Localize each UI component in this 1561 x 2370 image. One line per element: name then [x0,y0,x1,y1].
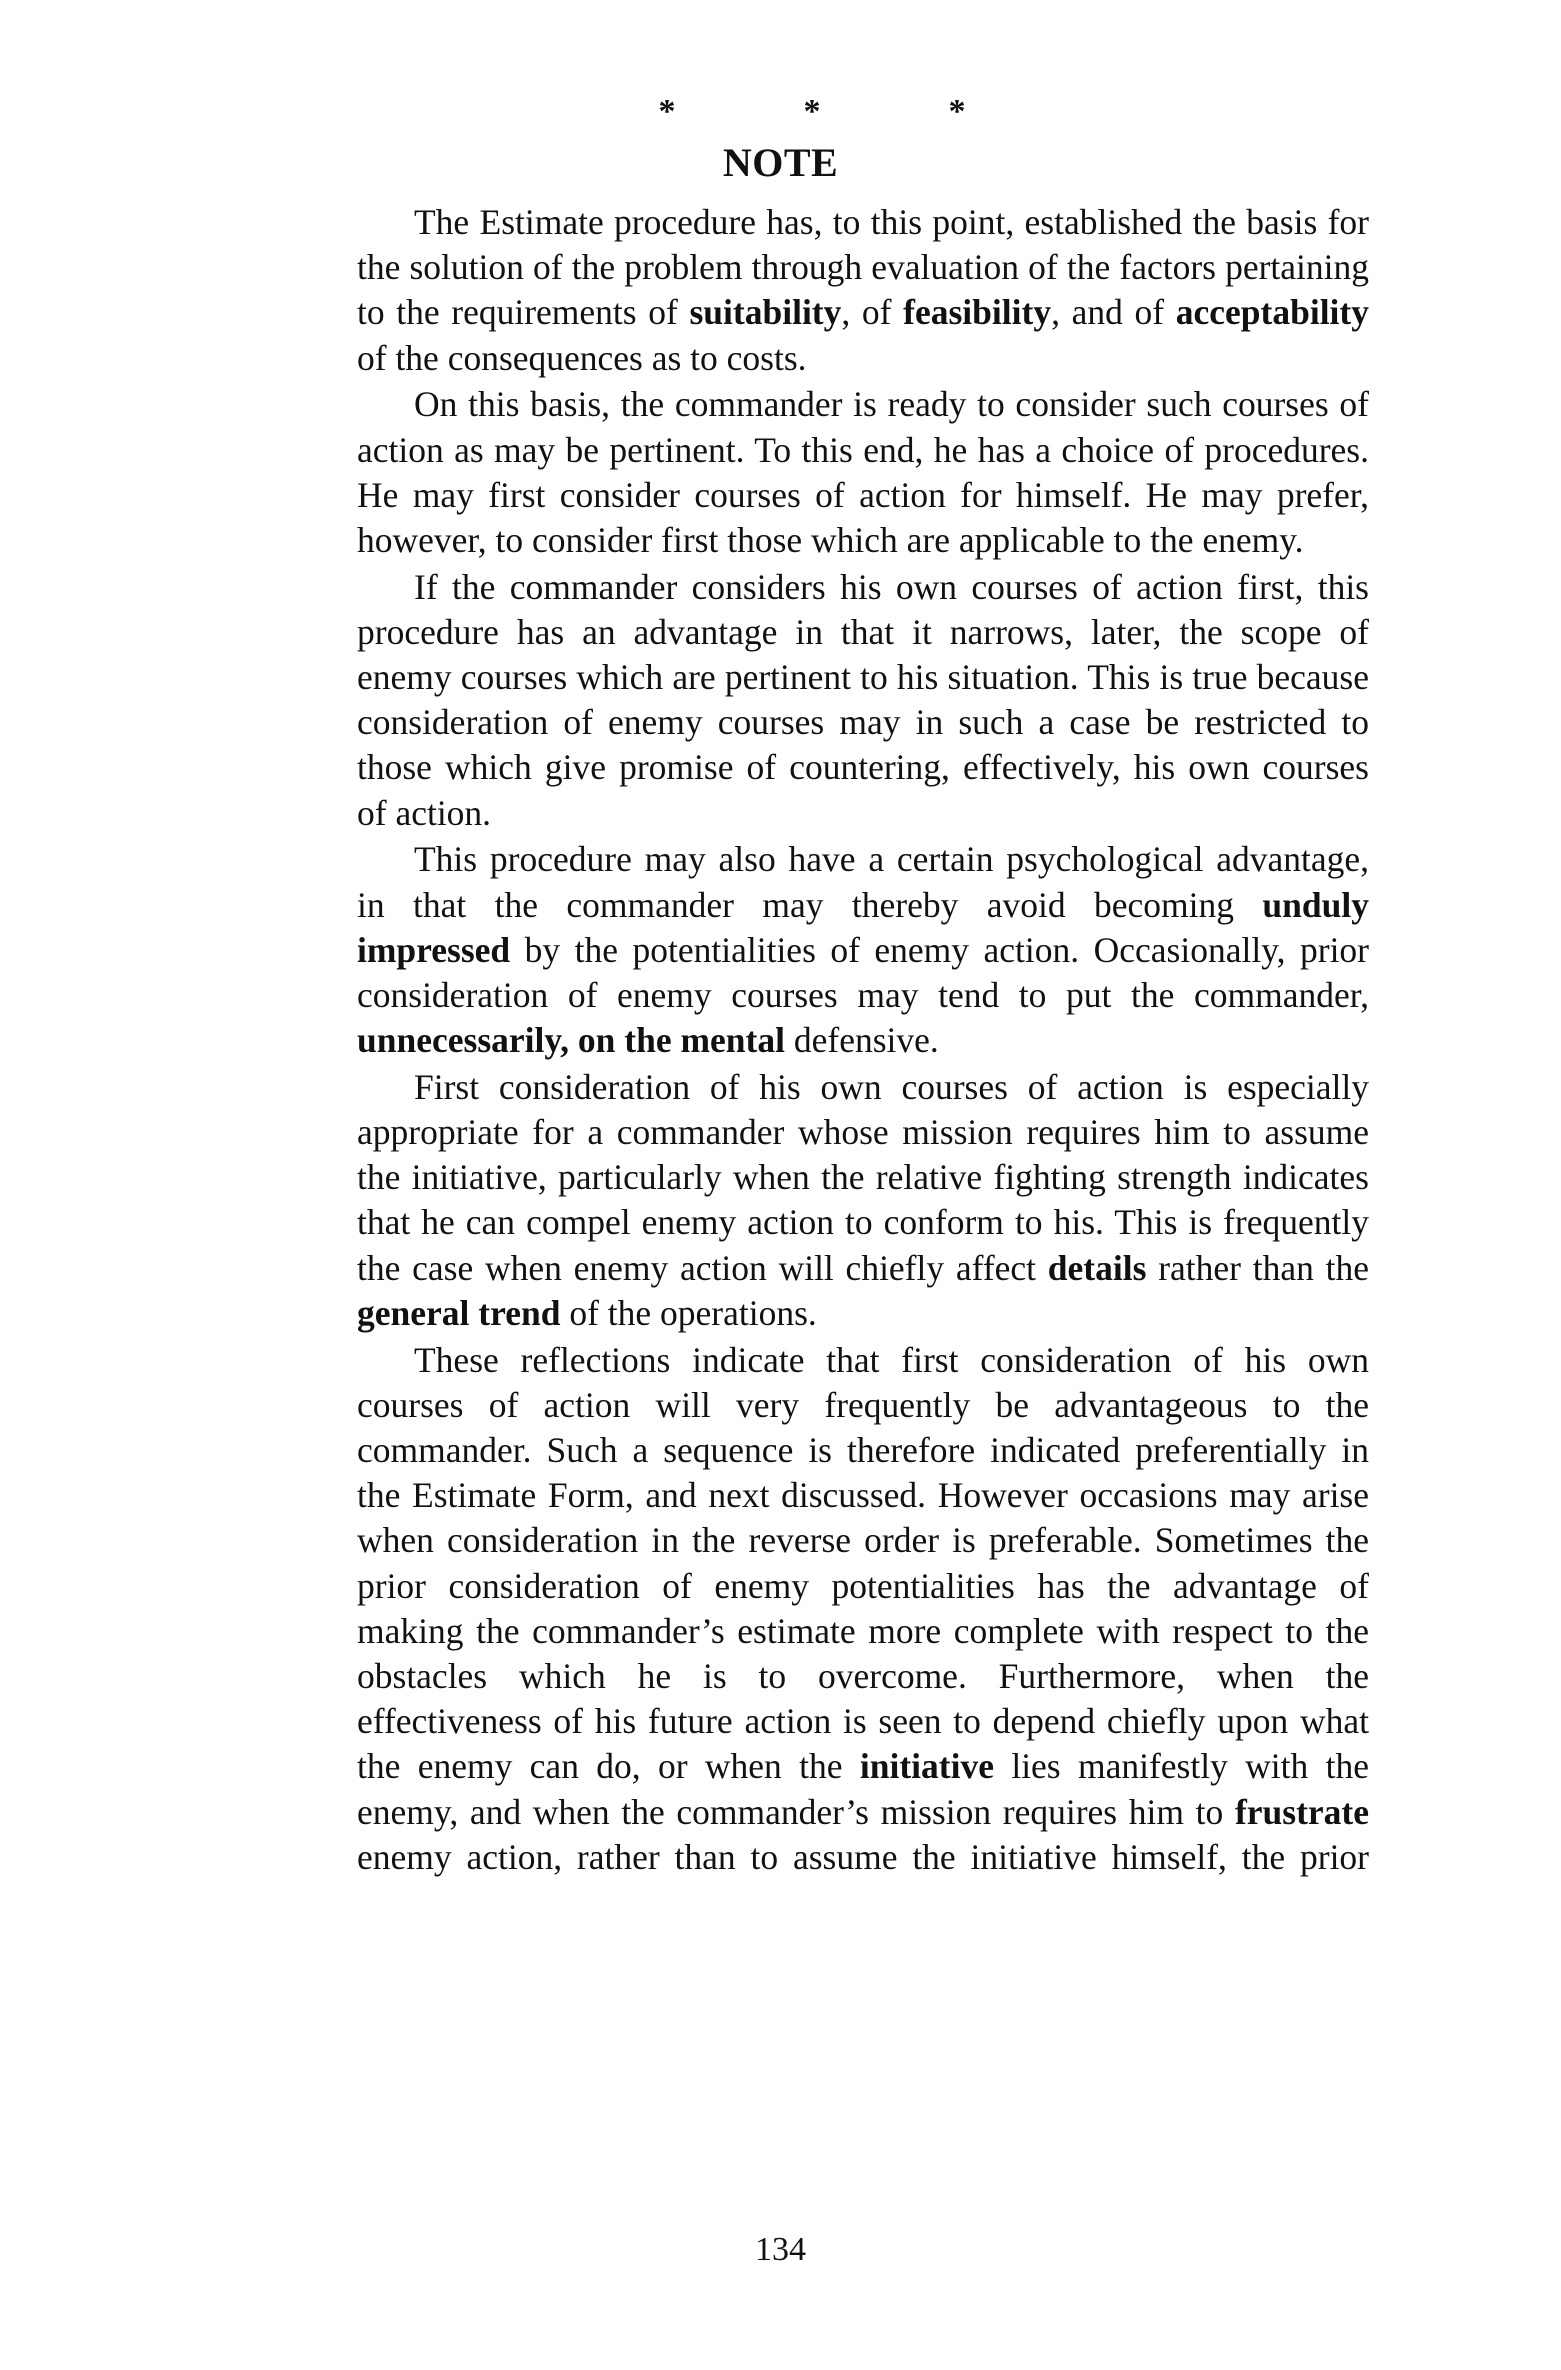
emphasized-text: details [1047,1247,1147,1288]
asterisk-glyph: * [948,93,966,130]
emphasized-text: initiative [859,1746,994,1787]
emphasized-text: suitability [689,292,842,333]
emphasized-text: unnecessarily, on the mental [357,1020,785,1061]
text-run: of the consequences as to costs. [357,337,807,378]
asterisk-glyph: * [803,93,821,130]
paragraph [357,200,1369,381]
paragraph [357,837,1369,1063]
paragraph [357,1065,1369,1336]
asterisk-glyph: * [658,93,676,130]
text-run: by the potentialities of enemy action. Occasionally, prior consideration of enemy courses may tend to put the commander, [357,929,1369,1015]
paragraph [357,565,1369,836]
text-run: , of [841,292,904,333]
emphasized-text: unduly impressed [357,884,1369,970]
text-run: lies manifestly with the enemy, and when the commander’s mission requires him to [357,1746,1369,1832]
text-run: of the operations. [560,1292,817,1333]
emphasized-text: general trend [357,1292,561,1333]
note-body [357,200,1369,1882]
section-separator [0,92,1561,132]
text-run: First consideration of his own courses of action is especially appropriate for a commander whose mission requires him to assume the initiative, particularly when the relative fighting strength indicates that he can compel enemy action to conform to his. This is frequently the case when enemy action will chiefly affect [357,1066,1369,1288]
emphasized-text: acceptability [1175,292,1369,333]
page-number: 134 [755,2231,806,2268]
text-run: The Estimate procedure has, to this point, established the basis for the solution of the problem through evaluation of the factors pertaining to the requirements of [357,202,1369,333]
text-run: enemy action, rather than to assume the initiative himself, the prior [357,1836,1369,1877]
text-run: defensive. [784,1020,939,1061]
text-run: rather than the [1146,1247,1369,1288]
emphasized-text: frustrate [1234,1791,1369,1832]
text-run: This procedure may also have a certain psychological advantage, in that the commander may thereby avoid becoming [357,839,1369,925]
note-heading: NOTE [722,140,839,185]
text-run: , and of [1051,292,1176,333]
text-run: These reflections indicate that first consideration of his own courses of action will very frequently be advantageous to the commander. Such a sequence is therefore indicated preferentially in the Estimate Form, and next discussed. However occasions may arise when consideration in the reverse order is preferable. Sometimes the prior consideration of enemy potentialities has the advantage of making the commander’s estimate more complete with respect to the obstacles which he is to overcome. Furthermore, when the effectiveness of his future action is seen to depend chiefly upon what the enemy can do, or when the [357,1339,1369,1787]
emphasized-text: feasibility [903,292,1052,333]
paragraph [357,382,1369,563]
text-run: On this basis, the commander is ready to consider such courses of action as may be pertinent. To this end, he has a choice of procedures. He may first consider courses of action for himself. He may prefer, however, to consider first those which are applicable to the enemy. [357,384,1369,560]
text-run: If the commander considers his own courses of action first, this procedure has an advantage in that it narrows, later, the scope of enemy courses which are pertinent to his situation. This is true because consideration of enemy courses may in such a case be restricted to those which give promise of countering, effectively, his own courses of action. [357,566,1369,833]
paragraph [357,1338,1369,1880]
